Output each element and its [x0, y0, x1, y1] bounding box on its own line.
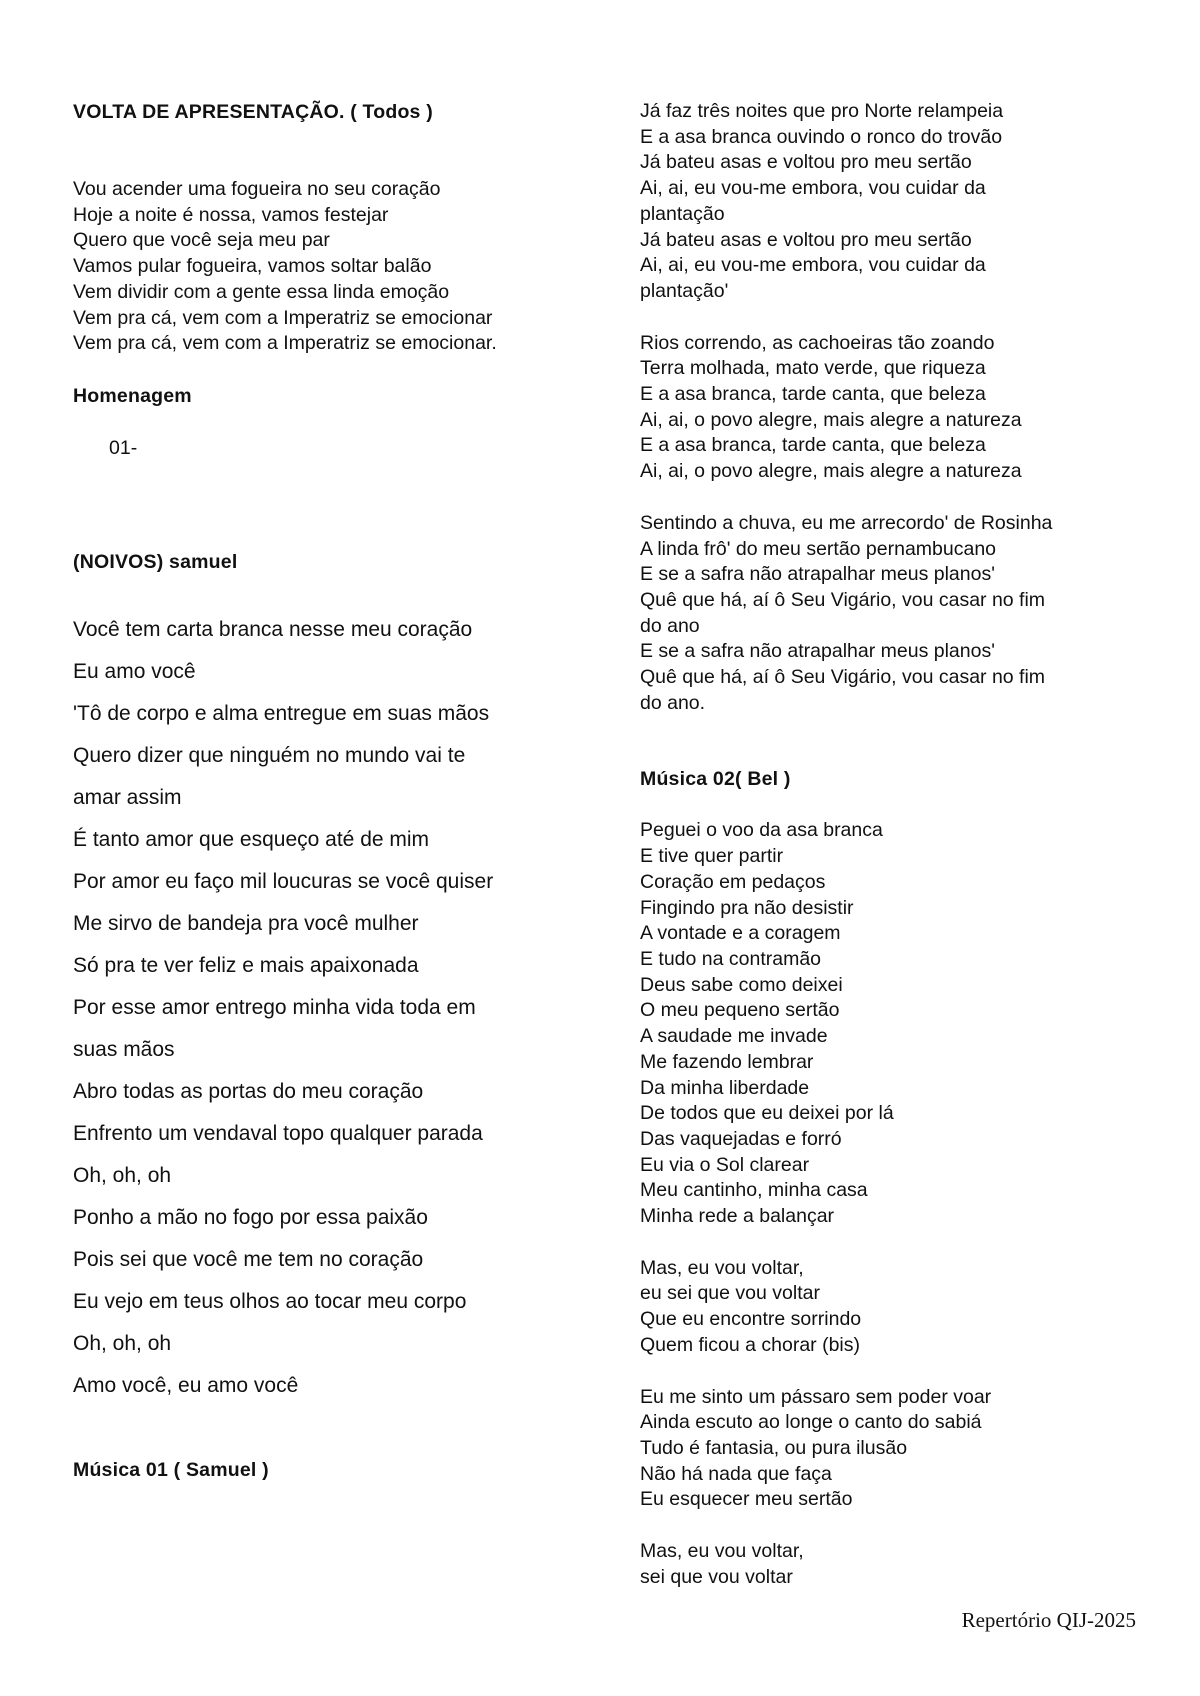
- lyric-line: Quero dizer que ninguém no mundo vai te: [73, 743, 466, 767]
- lyric-line: E a asa branca, tarde canta, que beleza: [640, 434, 986, 457]
- lyric-line: Deus sabe como deixei: [640, 973, 843, 996]
- lyric-line: Ai, ai, o povo alegre, mais alegre a natureza: [640, 460, 1022, 483]
- lyric-line: Coração em pedaços: [640, 870, 826, 893]
- lyric-line: Minha rede a balançar: [640, 1205, 835, 1228]
- lyric-line: Ai, ai, eu vou-me embora, vou cuidar da: [640, 177, 986, 200]
- lyric-line: Vem pra cá, vem com a Imperatriz se emocionar.: [73, 332, 497, 355]
- lyric-line: Vamos pular fogueira, vamos soltar balão: [73, 255, 432, 278]
- lyrics-block-3: [640, 511, 1140, 717]
- lyric-line: Quem ficou a chorar (bis): [640, 1333, 860, 1356]
- lyric-line: Mas, eu vou voltar,: [640, 1256, 804, 1279]
- section-title-musica-02: Música 02( Bel ): [640, 768, 791, 791]
- lyric-line: Eu me sinto um pássaro sem poder voar: [640, 1385, 992, 1408]
- lyric-line: Eu amo você: [73, 659, 196, 683]
- lyric-line: Por amor eu faço mil loucuras se você quiser: [73, 869, 494, 893]
- lyric-line: Rios correndo, as cachoeiras tão zoando: [640, 331, 995, 354]
- lyric-line: Oh, oh, oh: [73, 1331, 172, 1355]
- lyric-line: Ai, ai, eu vou-me embora, vou cuidar da: [640, 254, 986, 277]
- lyric-line: Já bateu asas e voltou pro meu sertão: [640, 228, 972, 251]
- lyric-line: Vou acender uma fogueira no seu coração: [73, 178, 441, 200]
- lyrics-block-1: [640, 99, 1140, 305]
- lyric-line: É tanto amor que esqueço até de mim: [73, 827, 430, 851]
- lyric-line: do ano: [640, 614, 700, 637]
- lyric-line: Pois sei que você me tem no coração: [73, 1247, 424, 1271]
- lyrics-block-6: [640, 1385, 1140, 1514]
- lyric-line: Me fazendo lembrar: [640, 1050, 814, 1073]
- lyrics-block-5: [640, 1256, 1140, 1359]
- lyric-line: Sentindo a chuva, eu me arrecordo' de Rosinha: [640, 511, 1053, 534]
- lyric-line: Quero que você seja meu par: [73, 229, 330, 252]
- lyric-line: E se a safra não atrapalhar meus planos': [640, 640, 995, 663]
- lyric-line: A vontade e a coragem: [640, 922, 841, 945]
- lyric-line: Você tem carta branca nesse meu coração: [73, 617, 473, 641]
- lyric-line: suas mãos: [73, 1037, 175, 1061]
- lyric-line: Fingindo pra não desistir: [640, 896, 854, 919]
- lyric-line: Não há nada que faça: [640, 1462, 832, 1485]
- lyric-line: E a asa branca, tarde canta, que beleza: [640, 383, 986, 406]
- lyric-line: Ai, ai, o povo alegre, mais alegre a natureza: [640, 408, 1022, 431]
- lyric-line: Enfrento um vendaval topo qualquer parada: [73, 1121, 483, 1145]
- lyric-line: O meu pequeno sertão: [640, 999, 840, 1022]
- lyric-line: E tudo na contramão: [640, 947, 822, 970]
- lyric-line: A linda frô' do meu sertão pernambucano: [640, 537, 997, 560]
- lyric-line: Peguei o voo da asa branca: [640, 819, 883, 842]
- lyrics-volta: [73, 177, 583, 357]
- lyrics-block-2: [640, 331, 1140, 485]
- lyric-line: Vem dividir com a gente essa linda emoção: [73, 280, 450, 303]
- lyric-line: plantação': [640, 279, 729, 302]
- lyric-line: Das vaquejadas e forró: [640, 1127, 842, 1150]
- lyric-line: Já faz três noites que pro Norte relampeia: [640, 100, 1004, 122]
- lyric-line: Só pra te ver feliz e mais apaixonada: [73, 953, 419, 977]
- section-title-homenagem: Homenagem: [73, 384, 192, 407]
- lyrics-block-4: [640, 818, 1140, 1229]
- lyric-line: Quê que há, aí ô Seu Vigário, vou casar no fim: [640, 588, 1046, 611]
- lyric-line: sei que vou voltar: [640, 1565, 793, 1588]
- lyric-line: Eu vejo em teus olhos ao tocar meu corpo: [73, 1289, 467, 1313]
- lyric-line: do ano.: [640, 691, 706, 714]
- lyrics-block-7: [640, 1539, 1140, 1590]
- lyric-line: 'Tô de corpo e alma entregue em suas mãos: [73, 701, 490, 725]
- lyric-line: Ainda escuto ao longe o canto do sabiá: [640, 1411, 982, 1434]
- section-title-noivos: (NOIVOS) samuel: [73, 550, 238, 573]
- lyric-line: Meu cantinho, minha casa: [640, 1179, 868, 1202]
- lyric-line: Por esse amor entrego minha vida toda em: [73, 995, 476, 1019]
- lyric-line: Terra molhada, mato verde, que riqueza: [640, 357, 986, 380]
- lyric-line: eu sei que vou voltar: [640, 1282, 820, 1305]
- left-column: [73, 99, 583, 1483]
- lyric-line: amar assim: [73, 785, 182, 809]
- lyrics-noivos: [73, 609, 583, 1407]
- lyric-line: E tive quer partir: [640, 845, 784, 868]
- lyric-line: De todos que eu deixei por lá: [640, 1102, 894, 1125]
- lyric-line: E a asa branca ouvindo o ronco do trovão: [640, 125, 1003, 148]
- right-column: [640, 99, 1140, 1590]
- lyric-line: Tudo é fantasia, ou pura ilusão: [640, 1436, 908, 1459]
- lyric-line: Que eu encontre sorrindo: [640, 1308, 862, 1331]
- lyric-line: Eu esquecer meu sertão: [640, 1488, 853, 1511]
- lyric-line: Abro todas as portas do meu coração: [73, 1079, 424, 1103]
- lyric-line: Me sirvo de bandeja pra você mulher: [73, 911, 419, 935]
- lyric-line: Vem pra cá, vem com a Imperatriz se emocionar: [73, 306, 493, 329]
- lyric-line: Ponho a mão no fogo por essa paixão: [73, 1205, 428, 1229]
- lyric-line: Já bateu asas e voltou pro meu sertão: [640, 151, 972, 174]
- lyric-line: Eu via o Sol clarear: [640, 1153, 810, 1176]
- page-footer: Repertório QIJ-2025: [961, 1608, 1136, 1632]
- lyric-line: Mas, eu vou voltar,: [640, 1540, 804, 1563]
- section-title-volta: VOLTA DE APRESENTAÇÃO. ( Todos ): [73, 101, 433, 123]
- lyric-line: A saudade me invade: [640, 1025, 828, 1048]
- lyric-line: Oh, oh, oh: [73, 1163, 172, 1187]
- lyric-line: Quê que há, aí ô Seu Vigário, vou casar no fim: [640, 666, 1046, 689]
- lyric-line: Amo você, eu amo você: [73, 1373, 299, 1397]
- lyric-line: Da minha liberdade: [640, 1076, 810, 1099]
- lyric-line: E se a safra não atrapalhar meus planos': [640, 563, 995, 586]
- lyric-line: Hoje a noite é nossa, vamos festejar: [73, 203, 389, 226]
- homenagem-item: 01-: [109, 436, 138, 459]
- section-title-musica-01: Música 01 ( Samuel ): [73, 1458, 269, 1481]
- lyric-line: plantação: [640, 202, 725, 225]
